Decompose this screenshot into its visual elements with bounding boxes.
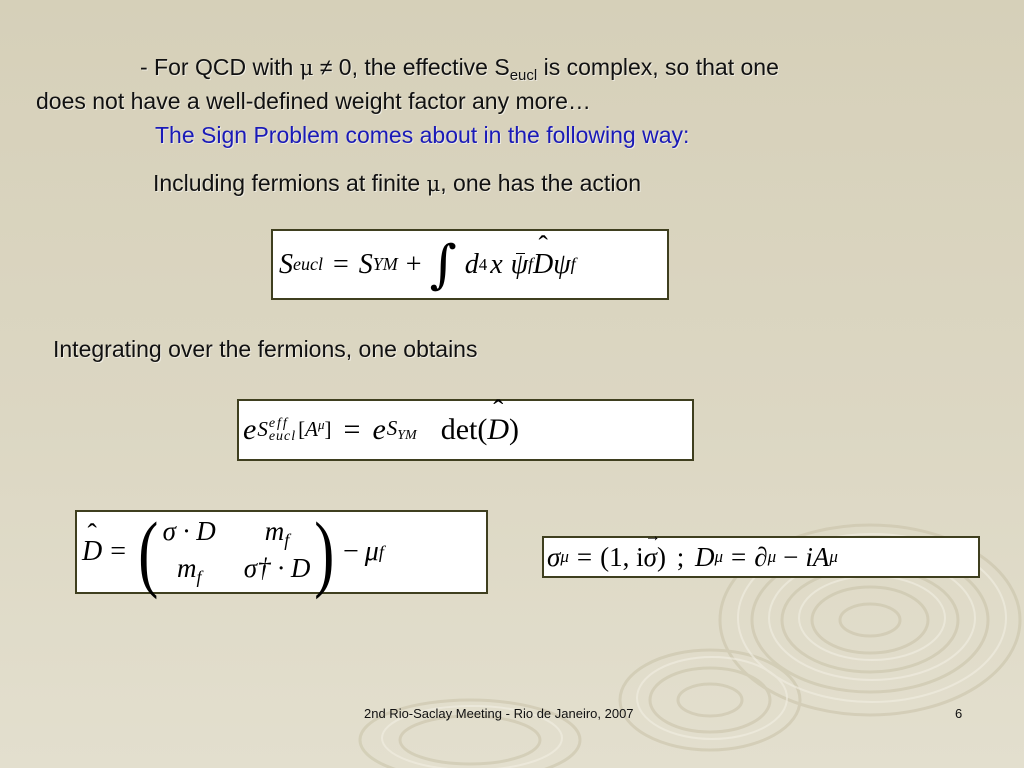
eucl-subscript-2: eucl — [268, 429, 297, 444]
effective-action-equation — [237, 399, 694, 461]
mu-symbol: μ — [299, 56, 314, 80]
matrix-cell-12-m: m — [264, 516, 285, 546]
def-iA: iA — [805, 541, 830, 572]
matrix-cell-21-m: m — [176, 553, 197, 583]
action-equals: = — [332, 248, 349, 280]
matrix-right-paren: ) — [314, 504, 335, 600]
action-d: d — [464, 248, 479, 280]
def-tuple: (1, i — [600, 541, 644, 572]
det-d-hat: ˆ D — [487, 413, 509, 447]
matrix-cell-11: σ · D — [162, 516, 216, 546]
exp-ym-sub: YM — [397, 428, 417, 443]
def-D: D — [694, 541, 715, 572]
def-tuple-close: ) — [656, 541, 666, 572]
bullet-line-2: does not have a well-defined weight factor any more… — [36, 88, 591, 114]
footer-meeting-text: 2nd Rio-Saclay Meeting - Rio de Janeiro, 2007 — [364, 706, 634, 721]
psi: ψ — [553, 248, 571, 280]
exp-S: S — [257, 417, 268, 441]
eff-superscript: eff — [268, 416, 289, 431]
d-hat: ˆ D — [533, 249, 553, 281]
action-ym-sub: YM — [372, 254, 398, 274]
action-S: S — [279, 248, 293, 280]
action-plus: + — [405, 248, 422, 280]
action-S-ym: S — [358, 248, 373, 280]
def-sigma: σ — [547, 541, 561, 572]
partition-equals: = — [343, 413, 361, 446]
arg-mu: μ — [317, 417, 325, 432]
including-suffix: , one has the action — [440, 170, 642, 196]
sigma-covariant-derivative-definitions — [542, 527, 980, 578]
bullet-line1-suffix: is complex, so that one — [537, 54, 779, 80]
dirac-equals: = — [110, 536, 127, 567]
def-semicolon: ; — [669, 541, 691, 572]
matrix-cell-22: σ† · D — [243, 553, 311, 583]
mu-symbol: μ — [426, 172, 441, 196]
det-label: det( — [440, 413, 488, 446]
def-partial: ∂ — [754, 541, 768, 572]
matrix-cell-21-f: f — [196, 567, 202, 587]
dirac-minus: − — [342, 536, 359, 567]
dirac-mu-f-sub: f — [378, 541, 384, 562]
det-close: ) — [509, 413, 520, 446]
def-D-mu-sub: μ — [714, 547, 723, 566]
matrix-left-paren: ( — [138, 504, 159, 600]
dirac-matrix — [134, 504, 339, 600]
dirac-mu: μ — [364, 536, 379, 567]
including-prefix: Including fermions at finite — [153, 170, 427, 196]
action-x: x — [490, 248, 503, 280]
psi-bar-f-sub: f — [528, 254, 534, 274]
slide-number: 6 — [955, 706, 963, 721]
def-A-mu-sub: μ — [829, 547, 838, 566]
dirac-operator-equation — [75, 504, 488, 600]
exp-e: e — [243, 413, 257, 446]
action-four: 4 — [478, 254, 488, 274]
integrating-text: Integrating over the fermions, one obtains — [53, 336, 478, 362]
def-minus: − — [783, 541, 799, 572]
sign-problem-heading: The Sign Problem comes about in the following way: — [155, 122, 690, 148]
bullet-line1-prefix: - For QCD with — [140, 54, 300, 80]
dirac-d-hat: ˆ D — [82, 536, 102, 568]
integral-sign: ∫ — [429, 234, 457, 295]
def-equals-1: = — [576, 541, 593, 572]
psi-f-sub: f — [570, 254, 576, 274]
bullet-line-1 — [140, 54, 779, 84]
eucl-subscript: eucl — [509, 67, 538, 84]
action-eucl-sub: eucl — [293, 254, 323, 274]
arg-open: [ — [298, 417, 306, 441]
def-sigma-vec: σ — [643, 541, 657, 572]
exp-S-ym: S — [386, 416, 398, 440]
matrix-cell-12-f: f — [284, 530, 290, 550]
including-fermions-text — [153, 170, 641, 197]
action-equation — [271, 229, 669, 300]
arg-close: ] — [324, 417, 332, 441]
psi-bar: ψ — [510, 248, 529, 280]
def-sigma-mu-sub: μ — [560, 547, 569, 566]
vector-arrow: → — [644, 527, 661, 545]
exp-e-2: e — [372, 413, 386, 446]
def-equals-2: = — [731, 541, 747, 572]
bullet-line1-mid: ≠ 0, the effective S — [313, 54, 510, 80]
def-partial-mu-sub: μ — [767, 547, 777, 566]
arg-A: A — [305, 417, 318, 441]
